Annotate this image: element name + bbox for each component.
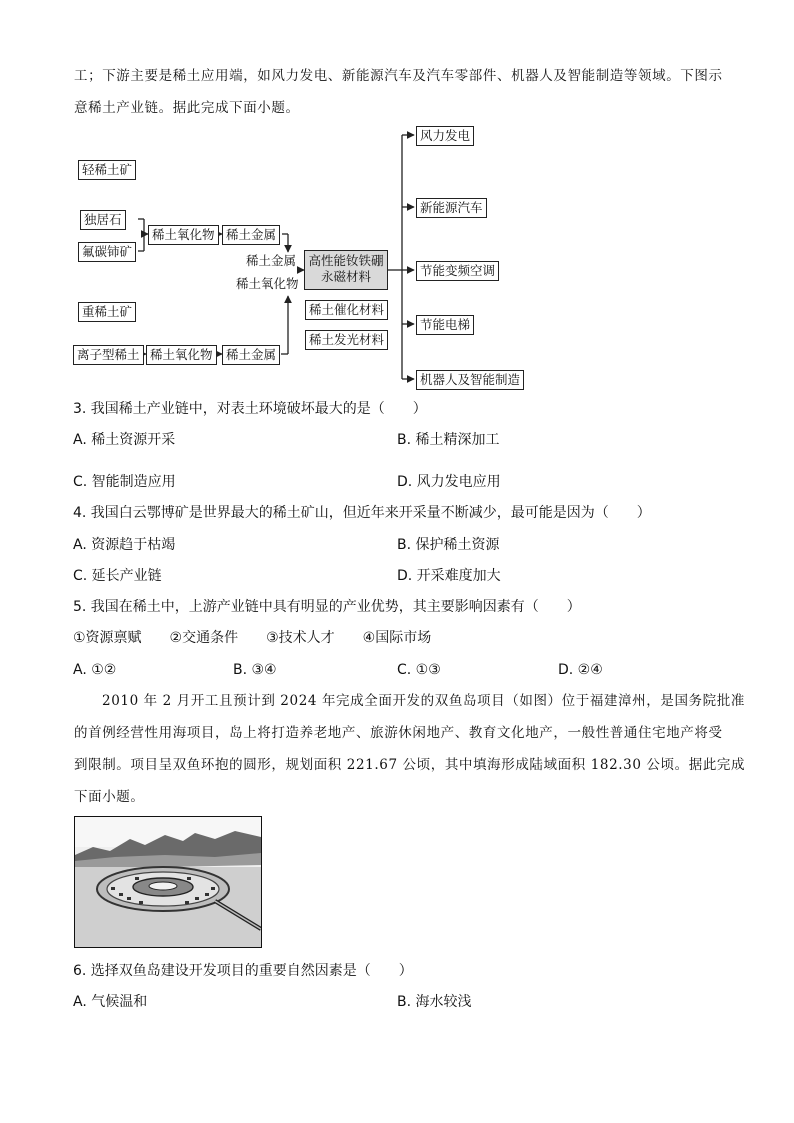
q3-option-c: C. 智能制造应用 (73, 474, 176, 490)
metal-mid-label: 稀土金属 (246, 253, 297, 268)
app-inverter-ac: 节能变频空调 (416, 261, 499, 281)
passage-line-4: 下面小题。 (74, 789, 145, 805)
double-fish-island-photo (74, 816, 262, 948)
ionic-rare-earth-box: 离子型稀土 (73, 345, 144, 365)
q4-stem: 4. 我国白云鄂博矿是世界最大的稀土矿山，但近年来开采量不断减少，最可能是因为（ ） (73, 505, 651, 521)
q5-factors: ①资源禀赋 ②交通条件 ③技术人才 ④国际市场 (73, 630, 432, 646)
heavy-ore-box: 重稀土矿 (78, 302, 136, 322)
oxide-mid-label: 稀土氧化物 (236, 276, 299, 291)
q5-option-b: B. ③④ (233, 662, 277, 678)
passage-line-3: 到限制。项目呈双鱼环抱的圆形，规划面积 221.67 公顷，其中填海形成陆域面积 182.30 公顷。据此完成 (74, 757, 746, 773)
q6-option-a: A. 气候温和 (73, 994, 148, 1010)
q3-option-d: D. 风力发电应用 (397, 474, 501, 490)
q6-option-b: B. 海水较浅 (397, 994, 472, 1010)
app-elevator: 节能电梯 (416, 315, 474, 335)
q4-option-d: D. 开采难度加大 (397, 568, 501, 584)
bastnaesite-box: 氟碳铈矿 (78, 242, 136, 262)
catalyst-box: 稀土催化材料 (305, 300, 388, 320)
intro-line-2: 意稀土产业链。据此完成下面小题。 (74, 100, 300, 116)
app-new-energy-vehicle: 新能源汽车 (416, 198, 487, 218)
oxide-top-box: 稀土氧化物 (148, 225, 219, 245)
q5-option-a: A. ①② (73, 662, 117, 678)
industry-chain-diagram (0, 0, 794, 400)
light-ore-box: 轻稀土矿 (78, 160, 136, 180)
magnet-line-2: 永磁材料 (320, 269, 371, 284)
intro-line-1: 工；下游主要是稀土应用端，如风力发电、新能源汽车及汽车零部件、机器人及智能制造等领域。下图示 (74, 68, 723, 84)
q4-option-c: C. 延长产业链 (73, 568, 162, 584)
q3-stem: 3. 我国稀土产业链中，对表土环境破坏最大的是（ ） (73, 401, 427, 417)
q3-option-a: A. 稀土资源开采 (73, 432, 176, 448)
q4-option-b: B. 保护稀土资源 (397, 537, 500, 553)
q4-option-a: A. 资源趋于枯竭 (73, 537, 176, 553)
luminescent-box: 稀土发光材料 (305, 330, 388, 350)
q5-stem: 5. 我国在稀土中，上游产业链中具有明显的产业优势，其主要影响因素有（ ） (73, 599, 581, 615)
metal-bottom-box: 稀土金属 (222, 345, 280, 365)
q3-option-b: B. 稀土精深加工 (397, 432, 500, 448)
island-aerial-image (75, 817, 261, 947)
passage-line-2: 的首例经营性用海项目，岛上将打造养老地产、旅游休闲地产、教育文化地产，一般性普通住宅地产将受 (74, 725, 723, 741)
app-wind-power: 风力发电 (416, 126, 474, 146)
magnet-material-box (304, 250, 388, 290)
passage-line-1: 2010 年 2 月开工且预计到 2024 年完成全面开发的双鱼岛项目（如图）位于福建漳州，是国务院批准 (102, 693, 745, 709)
monazite-box: 独居石 (80, 210, 126, 230)
q6-stem: 6. 选择双鱼岛建设开发项目的重要自然因素是（ ） (73, 963, 413, 979)
app-robotics: 机器人及智能制造 (416, 370, 524, 390)
q5-option-c: C. ①③ (397, 662, 441, 678)
oxide-bottom-box: 稀土氧化物 (146, 345, 217, 365)
metal-top-box: 稀土金属 (222, 225, 280, 245)
magnet-line-1: 高性能钕铁硼 (308, 253, 384, 268)
q5-option-d: D. ②④ (558, 662, 603, 678)
